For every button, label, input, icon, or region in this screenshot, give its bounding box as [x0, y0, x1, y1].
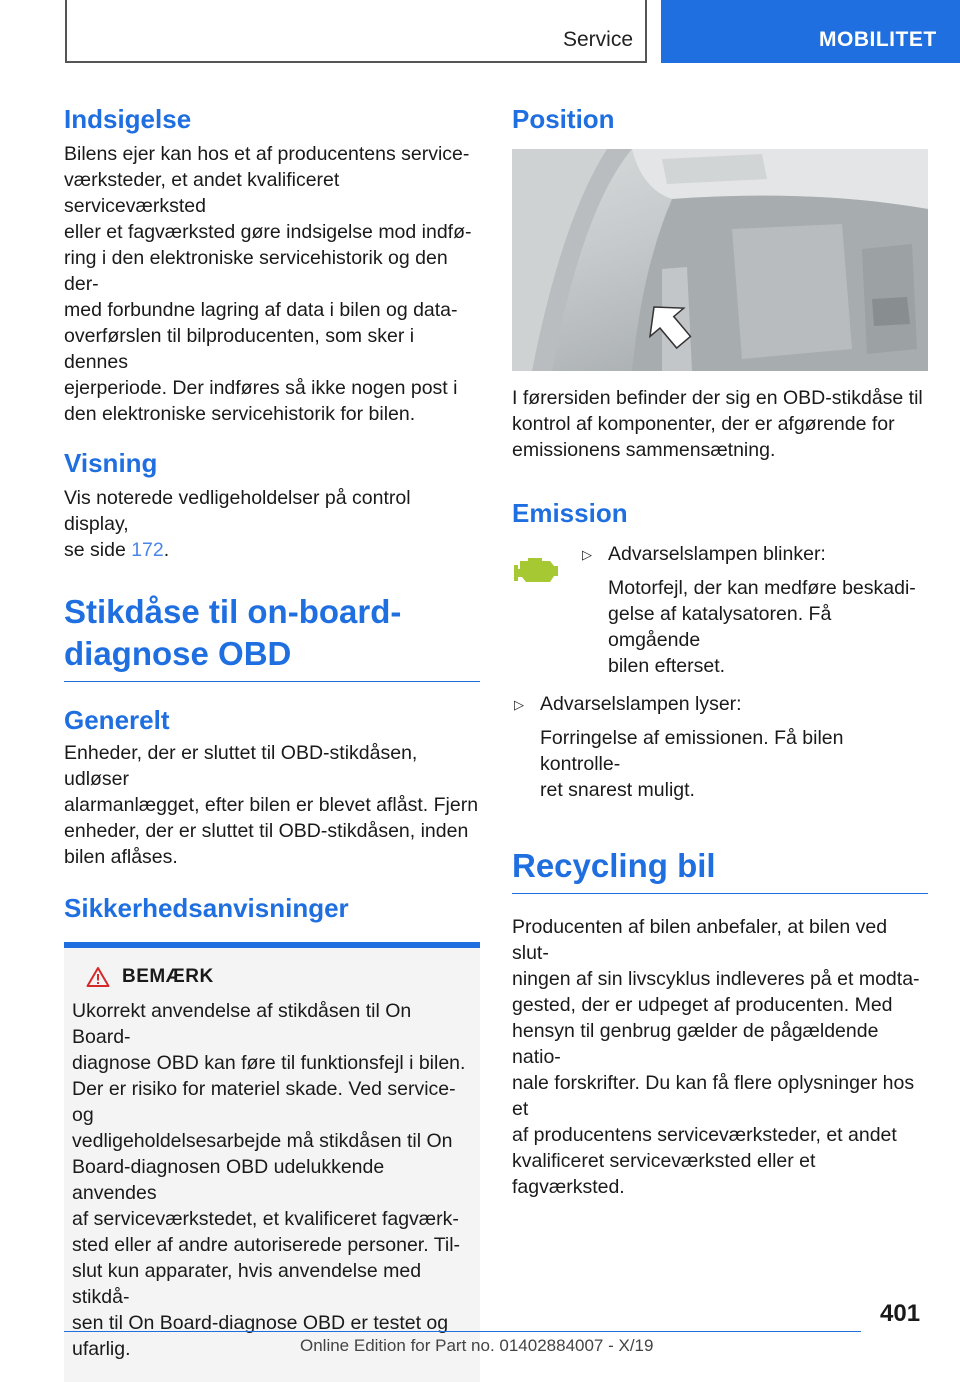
visning-text [64, 485, 480, 563]
footer-divider [64, 1331, 861, 1332]
recycling-heading: Recycling bil [512, 847, 716, 884]
text-line: alarmanlægget, efter bilen er blevet aflåst. Fjern [64, 794, 479, 816]
text-line: Forringelse af emissionen. Få bilen kontrolle‐ [540, 727, 844, 775]
visning-heading: Visning [64, 448, 158, 478]
position-heading: Position [512, 104, 615, 134]
notice-header [72, 966, 472, 988]
text-line: Motorfejl, der kan medføre beskadi‐ [608, 577, 916, 599]
emission-heading: Emission [512, 498, 628, 528]
text-line: hensyn til genbrug gælder de pågældende natio‐ [512, 1020, 879, 1068]
text-line: Ukorrekt anvendelse af stikdåsen til On Board- [72, 1000, 412, 1048]
online-edition-note: Online Edition for Part no. 01402884007 - X/19 [300, 1336, 654, 1355]
text-line: Vis noterede vedligeholdelser på control display, [64, 487, 411, 535]
generelt-heading: Generelt [64, 705, 170, 735]
car-interior-illustration [512, 149, 928, 371]
notice-box [64, 942, 480, 1382]
text-line: Advarselslampen blinker: [608, 543, 826, 565]
stikdase-heading-line1: Stikdåse til on-board- [64, 593, 402, 630]
notice-label: BEMÆRK [122, 966, 214, 987]
text-line: ring i den elektroniske servicehistorik og den der‐ [64, 247, 448, 295]
bullet-triangle-icon: ▷ [582, 547, 592, 562]
text-line: ufarlig. [72, 1338, 131, 1360]
text-line: ejerperiode. Der indføres så ikke nogen post i [64, 377, 458, 399]
text-line [64, 537, 480, 563]
text-fragment: se side [64, 539, 132, 561]
text-line: I førersiden befinder der sig en OBD-stikdåse til [512, 387, 923, 409]
text-line: nale forskrifter. Du kan få flere oplysninger hos et [512, 1072, 915, 1120]
text-line: overførslen til bilproducenten, som sker i dennes [64, 325, 415, 373]
header-section-box [65, 0, 647, 63]
text-line: kontrol af komponenter, der er afgørende for [512, 413, 895, 435]
emission-detail [580, 575, 928, 679]
text-line: bilen efterset. [608, 655, 726, 677]
recycling-heading-block [512, 845, 928, 894]
text-line: Board-diagnosen OBD udelukkende anvendes [72, 1156, 385, 1204]
text-line: værksteder, et andet kvalificeret serviceværksted [64, 169, 340, 217]
indsigelse-text [64, 141, 480, 427]
text-line: Bilens ejer kan hos et af producentens service‐ [64, 143, 470, 165]
header-chapter-tab [661, 0, 960, 63]
text-line: Der er risiko for materiel skade. Ved service- og [72, 1078, 456, 1126]
text-line: enheder, der er sluttet til OBD-stikdåsen, inden [64, 820, 469, 842]
right-column [512, 103, 928, 1200]
header-chapter-label: MOBILITET [819, 28, 937, 51]
text-line: gested, der er udpeget af producenten. Med [512, 994, 893, 1016]
text-line: ningen af sin livscyklus indleveres på et modta‐ [512, 968, 920, 990]
warning-triangle-icon [86, 966, 110, 988]
text-line: eller et fagværksted gøre indsigelse mod indfø‐ [64, 221, 472, 243]
recycling-text [512, 914, 928, 1200]
generelt-text [64, 740, 480, 870]
check-engine-icon [512, 553, 564, 587]
text-line: sen til On Board-diagnose OBD er testet og [72, 1312, 449, 1334]
obd-location-photo [512, 149, 928, 371]
text-line: af producentens serviceværksteder, et andet [512, 1124, 897, 1146]
text-line: af serviceværkstedet, et kvalificeret fagværk‐ [72, 1208, 459, 1230]
text-line: gelse af katalysatoren. Få omgående [608, 603, 832, 651]
emission-item-lit [512, 691, 928, 803]
text-line: diagnose OBD kan føre til funktionsfejl i bilen. [72, 1052, 466, 1074]
text-line: Producenten af bilen anbefaler, at bilen ved slut‐ [512, 916, 888, 964]
header-section-label: Service [562, 28, 633, 51]
text-line: Enheder, der er sluttet til OBD-stikdåsen, udløser [64, 742, 418, 790]
bullet-triangle-icon: ▷ [514, 697, 524, 712]
indsigelse-heading: Indsigelse [64, 104, 192, 134]
text-line: den elektroniske servicehistorik for bilen. [64, 403, 416, 425]
page-link-172[interactable]: 172 [131, 539, 164, 561]
text-line: vedligeholdelsesarbejde må stikdåsen til On [72, 1130, 453, 1152]
emission-bullet [580, 541, 928, 567]
text-line: sted eller af andre autoriserede personer. Til‐ [72, 1234, 461, 1256]
sikkerhed-heading: Sikkerhedsanvisninger [64, 893, 349, 923]
stikdase-heading [64, 591, 480, 682]
position-text [512, 385, 928, 463]
text-line: emissionens sammensætning. [512, 439, 776, 461]
emission-item-blink [512, 541, 928, 679]
text-line: slut kun apparater, hvis anvendelse med stikdå‐ [72, 1260, 422, 1308]
page-number: 401 [880, 1300, 921, 1327]
text-line: kvalificeret serviceværksted eller et fagværksted. [512, 1150, 816, 1198]
text-line: ret snarest muligt. [540, 779, 695, 801]
emission-detail [512, 725, 928, 803]
left-column [64, 103, 480, 1382]
stikdase-heading-line2: diagnose OBD [64, 635, 292, 672]
text-line: med forbundne lagring af data i bilen og data‐ [64, 299, 458, 321]
text-fragment: . [163, 539, 170, 561]
emission-bullet [512, 691, 928, 717]
text-line: bilen aflåses. [64, 846, 178, 868]
text-line: Advarselslampen lyser: [540, 693, 742, 715]
